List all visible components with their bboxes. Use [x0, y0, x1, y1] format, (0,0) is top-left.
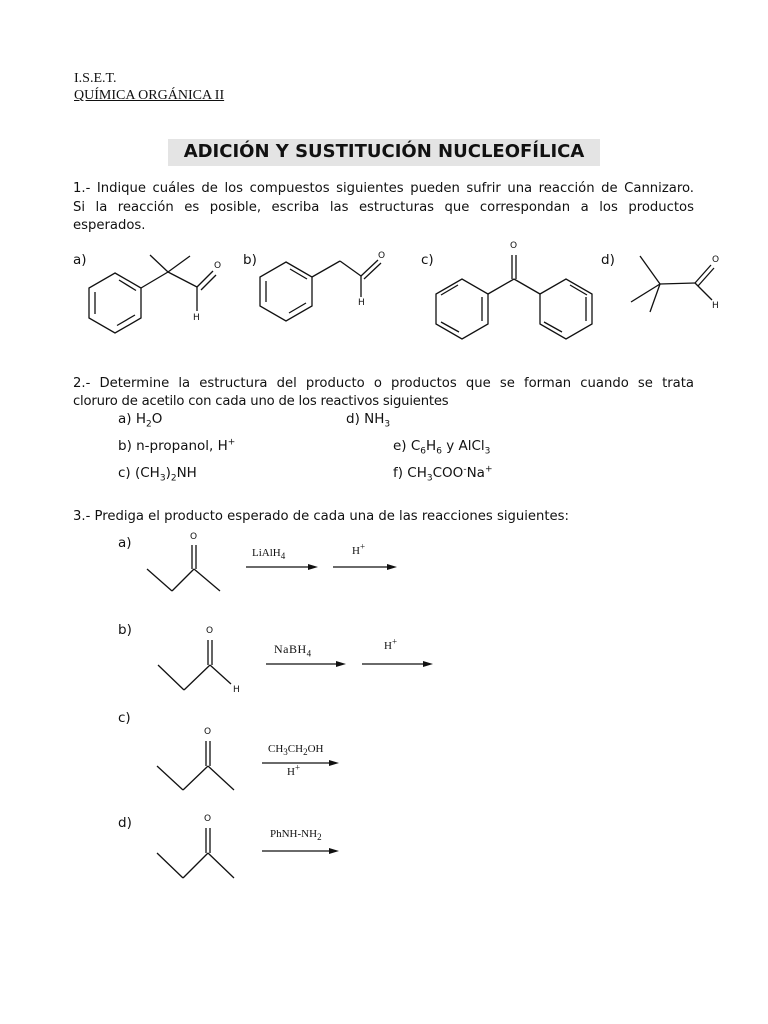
reagent-3a-1: LiAlH$_4$	[252, 547, 286, 562]
q3-label-d: d)	[118, 815, 132, 831]
atom-o-a: O	[214, 261, 222, 271]
q3-label-b: b)	[118, 622, 132, 638]
reagent-3d-1: PhNH-$NH_2$	[270, 828, 322, 843]
q1-label-c: c)	[421, 252, 434, 268]
reagent-3c-1: $CH_3CH_2OH$	[268, 743, 324, 758]
molecule-3d	[157, 828, 234, 878]
q1-label-a: a)	[73, 252, 87, 268]
reagent-3c-2: H+	[287, 762, 301, 778]
atom-o-d: O	[712, 255, 720, 265]
arrowhead-3b-1	[336, 661, 346, 667]
reagent-3b-2: H+	[384, 636, 398, 652]
institution-name: I.S.E.T.	[74, 71, 117, 86]
arrowhead-3b-2	[423, 661, 433, 667]
q2-item-e: e) $C_6H_6$ y AlCl$_3$	[393, 438, 491, 457]
arrowhead-3d	[329, 848, 339, 854]
q1-label-b: b)	[243, 252, 257, 268]
course-name: QUÍMICA ORGÁNICA II	[74, 88, 225, 103]
reagent-3a-2: H+	[352, 541, 366, 557]
reagent-3b-1: NaBH$_4$	[274, 642, 312, 659]
atom-o-3c: O	[204, 727, 212, 737]
arrowhead-3a-2	[387, 564, 397, 570]
q1-line-1: 1.- Indique cuáles de los compuestos siguientes pueden sufrir una reacción de Cannizaro.	[73, 181, 694, 196]
q3-label-c: c)	[118, 710, 131, 726]
q2-item-a: a) $H_2O$	[118, 411, 163, 430]
q1-line-2: Si la reacción es posible, escriba las estructuras que correspondan a los productos	[73, 200, 694, 215]
q2-item-f: f) $CH_3COO^-Na^+$	[393, 464, 493, 484]
molecule-3a	[147, 545, 220, 591]
atom-o-3a: O	[190, 532, 198, 542]
molecule-3b	[158, 640, 231, 690]
atom-o-b: O	[378, 251, 386, 261]
q2-item-d: d) $NH_3$	[346, 411, 391, 430]
atom-o-c: O	[510, 241, 518, 251]
atom-h-3b: H	[233, 685, 240, 695]
atom-h-a: H	[193, 313, 200, 323]
q3-label-a: a)	[118, 535, 132, 551]
q1-line-3: esperados.	[73, 218, 146, 233]
atom-h-b: H	[358, 298, 365, 308]
q3-intro: 3.- Prediga el producto esperado de cada una de las reacciones siguientes:	[73, 509, 569, 524]
q2-item-b: b) n-propanol, H+	[118, 437, 236, 454]
arrowhead-3c	[329, 760, 339, 766]
q2-line-2: cloruro de acetilo con cada uno de los reactivos siguientes	[73, 394, 449, 409]
q1-label-d: d)	[601, 252, 615, 268]
arrowhead-3a-1	[308, 564, 318, 570]
atom-o-3d: O	[204, 814, 212, 824]
atom-o-3b: O	[206, 626, 214, 636]
page-title: ADICIÓN Y SUSTITUCIÓN NUCLEOFÍLICA	[183, 141, 585, 162]
q2-item-c: c) $(CH_3)_2NH$	[118, 465, 197, 484]
q2-line-1: 2.- Determine la estructura del producto o productos que se forman cuando se trata	[73, 376, 694, 391]
atom-h-d: H	[712, 301, 719, 311]
molecule-3c	[157, 741, 234, 790]
